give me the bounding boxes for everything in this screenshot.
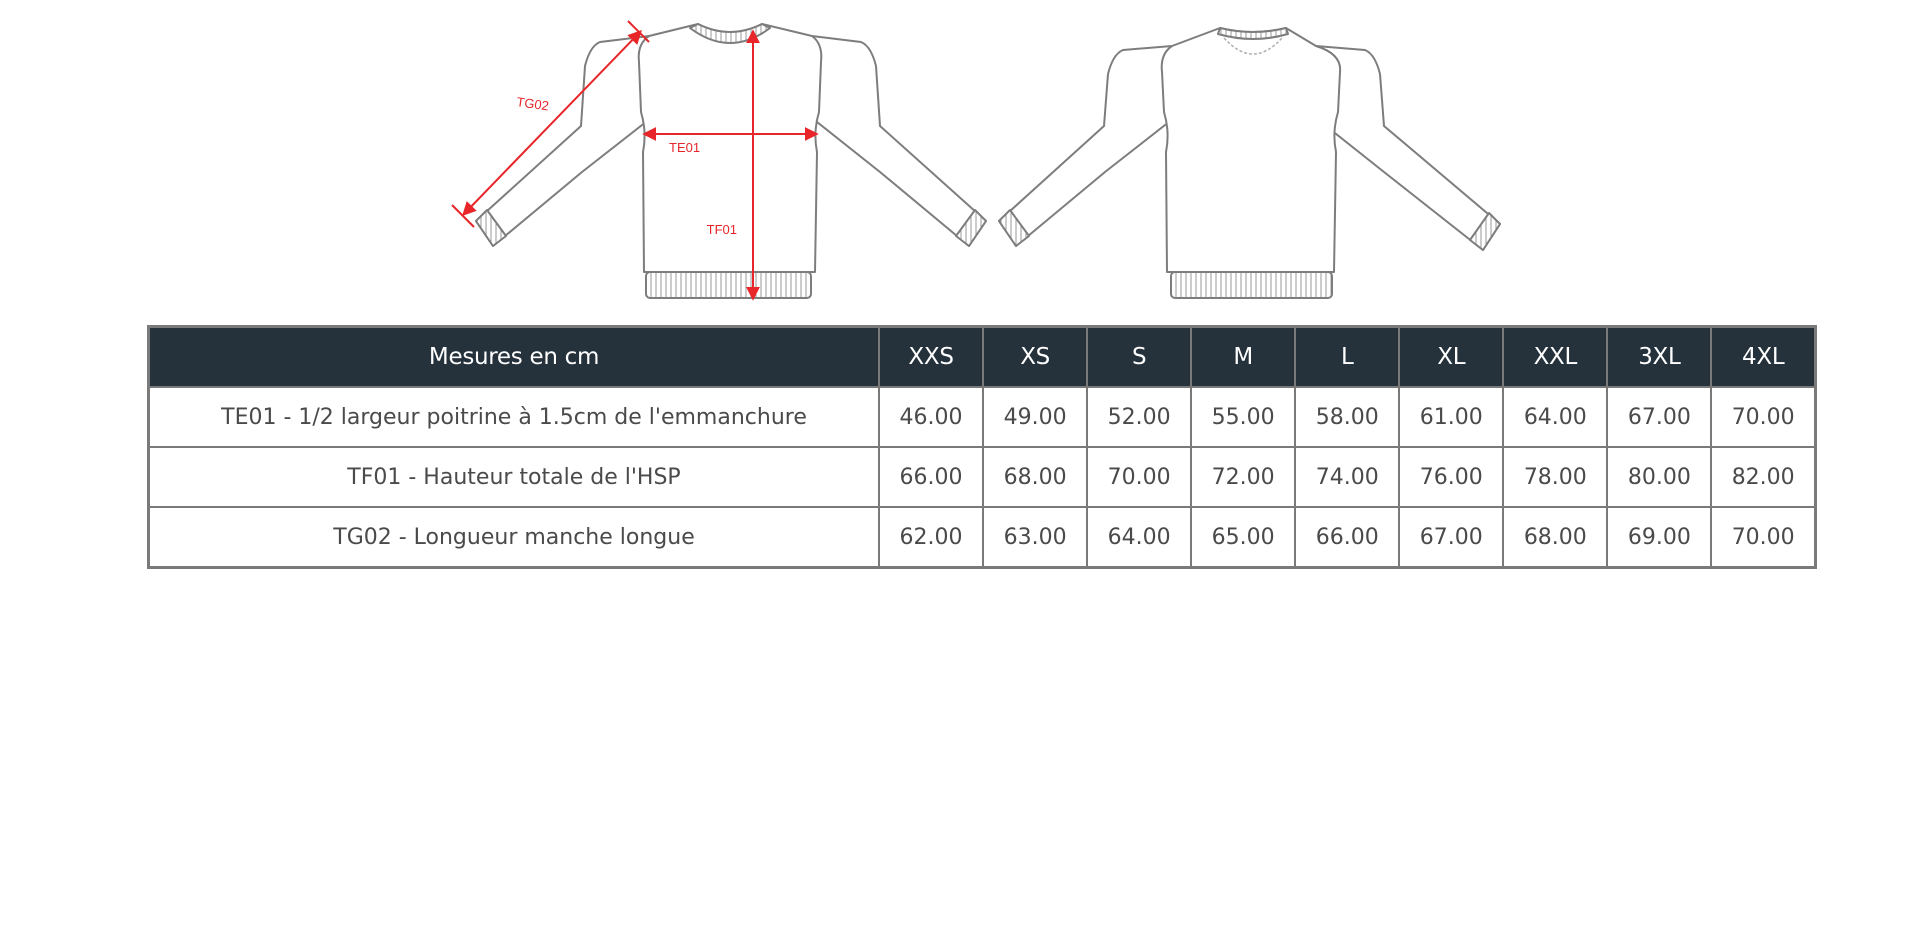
table-cell: 74.00: [1295, 447, 1399, 507]
table-cell: 64.00: [1087, 507, 1191, 568]
table-cell: 82.00: [1711, 447, 1815, 507]
table-cell: 80.00: [1607, 447, 1711, 507]
header-size: XL: [1399, 327, 1503, 388]
header-size: XXL: [1503, 327, 1607, 388]
size-table: [147, 325, 1817, 569]
table-cell: 67.00: [1607, 387, 1711, 447]
table-cell: 69.00: [1607, 507, 1711, 568]
table-row: [149, 387, 1816, 447]
back-body: [1162, 28, 1340, 272]
table-cell: 78.00: [1503, 447, 1607, 507]
back-left-sleeve: [999, 46, 1174, 246]
table-cell: 67.00: [1399, 507, 1503, 568]
sweatshirt-diagram: [440, 14, 1520, 310]
table-cell: 65.00: [1191, 507, 1295, 568]
front-view: [476, 24, 986, 298]
table-cell: 49.00: [983, 387, 1087, 447]
header-measurements: Mesures en cm: [149, 327, 880, 388]
table-cell: 68.00: [983, 447, 1087, 507]
table-header-row: [149, 327, 1816, 388]
header-size: XXS: [879, 327, 983, 388]
front-right-sleeve: [812, 36, 986, 246]
header-size: 3XL: [1607, 327, 1711, 388]
table-cell: 68.00: [1503, 507, 1607, 568]
back-waistband: [1171, 272, 1332, 298]
table-cell: 76.00: [1399, 447, 1503, 507]
header-size: M: [1191, 327, 1295, 388]
table-cell: 70.00: [1711, 507, 1815, 568]
table-cell: 63.00: [983, 507, 1087, 568]
table-cell: 66.00: [1295, 507, 1399, 568]
table-cell: 72.00: [1191, 447, 1295, 507]
front-left-sleeve: [476, 36, 651, 246]
table-cell: 58.00: [1295, 387, 1399, 447]
table-cell: 70.00: [1087, 447, 1191, 507]
back-collar: [1218, 28, 1288, 39]
header-size: L: [1295, 327, 1399, 388]
table-cell: 46.00: [879, 387, 983, 447]
label-height: TF01: [706, 222, 737, 237]
row-label: TE01 - 1/2 largeur poitrine à 1.5cm de l'emmanchure: [149, 387, 880, 447]
table-cell: 55.00: [1191, 387, 1295, 447]
table-cell: 52.00: [1087, 387, 1191, 447]
header-size: S: [1087, 327, 1191, 388]
back-view: [999, 28, 1500, 298]
header-size: XS: [983, 327, 1087, 388]
label-sleeve: TG02: [515, 94, 550, 114]
table-row: [149, 507, 1816, 568]
table-cell: 61.00: [1399, 387, 1503, 447]
table-row: [149, 447, 1816, 507]
front-waistband: [646, 272, 811, 298]
table-cell: 64.00: [1503, 387, 1607, 447]
row-label: TF01 - Hauteur totale de l'HSP: [149, 447, 880, 507]
table-cell: 62.00: [879, 507, 983, 568]
row-label: TG02 - Longueur manche longue: [149, 507, 880, 568]
back-right-sleeve: [1316, 46, 1500, 250]
header-size: 4XL: [1711, 327, 1815, 388]
table-cell: 70.00: [1711, 387, 1815, 447]
label-chest: TE01: [669, 140, 701, 155]
table-cell: 66.00: [879, 447, 983, 507]
